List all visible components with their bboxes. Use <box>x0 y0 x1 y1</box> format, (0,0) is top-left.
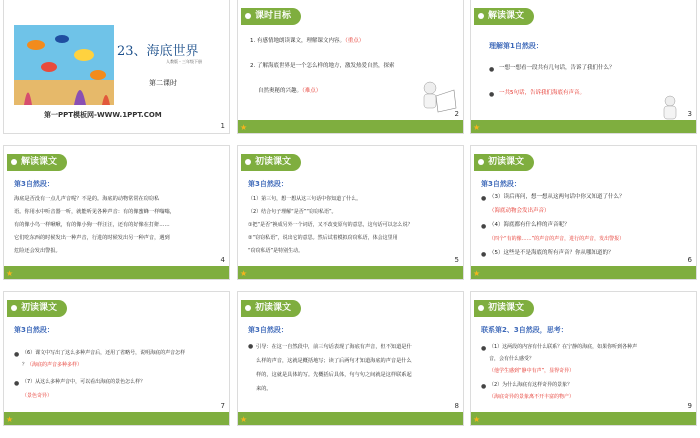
answer-text: ？（海底的声音多种多样） <box>22 362 83 368</box>
section-subtitle: 第3自然段： <box>248 326 288 334</box>
slide-footer-bar <box>4 412 229 425</box>
question-text: （2）为什么海底有这样奇异的景象？ <box>489 382 573 388</box>
question-text: （6）课文中写出了这么多种声音后，还用了省略号，说明海底的声音怎样 <box>22 350 186 356</box>
slide-thumbnail-2[interactable] <box>238 0 463 133</box>
slide-footer-bar <box>238 120 463 133</box>
bullet-icon: ● <box>481 251 487 258</box>
section-tag: 初读课文 <box>474 154 534 171</box>
slide-thumbnail-1[interactable] <box>4 0 229 133</box>
section-tag: 解读课文 <box>7 154 67 171</box>
slide-footer-bar <box>4 266 229 279</box>
section-tag: 初读课文 <box>7 300 67 317</box>
section-subtitle: 第3自然段： <box>481 180 521 188</box>
answer-text: （海底奇异的景象离不开丰富的物产） <box>489 394 575 400</box>
bullet-icon: ● <box>481 223 487 230</box>
slide-thumbnail-9[interactable] <box>471 292 696 425</box>
paragraph-text: （1）第三句，想一想从这三句话中你知道了什么。 （2）结合句子理解“是否”“窃窃私语”。 ①把“是否”换成另外一个词语，又不改变原句的意思，这句话可以怎么说？ ②“窃窃私语”，说出它的意思。然后试着模拟窃窃私语，体会这里用 “窃窃私语”是特别生动。 <box>248 196 413 254</box>
question-text: （4）海底都有什么样的声音呢？ <box>489 222 570 228</box>
question-text: （5）这些是不是海底的所有声音？你从哪知道的？ <box>489 250 614 256</box>
ocean-fish-illustration <box>14 25 114 105</box>
star-icon: ★ <box>473 269 481 278</box>
section-tag: 解读课文 <box>474 8 534 25</box>
slide-footer-bar <box>471 266 696 279</box>
answer-text: （海底动物会发出声音） <box>489 208 550 214</box>
answer-text: 一共5句话，告诉我们海底有声音。 <box>499 90 586 96</box>
slide-thumbnail-4[interactable] <box>4 146 229 279</box>
question-text: （1）这两段的内容有什么联系？在宁静的海底，如果你听到各种声 <box>489 344 638 350</box>
section-tag: 课时目标 <box>241 8 301 25</box>
bullet-icon: ● <box>481 345 487 352</box>
slide-footer-bar <box>471 412 696 425</box>
section-tag: 初读课文 <box>241 300 301 317</box>
person-writing-icon <box>418 80 458 120</box>
section-tag: 初读课文 <box>474 300 534 317</box>
slide-footer-bar <box>238 412 463 425</box>
slide-footer: 第一PPT模板网-WWW.1PPT.COM <box>44 111 162 119</box>
slide-number: 2 <box>454 110 459 118</box>
section-subtitle: 第3自然段： <box>248 180 288 188</box>
slide-thumbnail-6[interactable] <box>471 146 696 279</box>
section-tag: 初读课文 <box>241 154 301 171</box>
answer-text: （四个“有的像……”的声音的声音，进行的声音，发出警报） <box>489 236 625 242</box>
question-text: （7）从这么多种声音中，可以看出海底的景色怎么样？ <box>22 379 146 385</box>
star-icon: ★ <box>240 123 248 132</box>
paragraph-text: 海底是否没有一点儿声音呢？不是的。海底的动物常常在窃窃私 语。你用水中听音器一听，就能听见各种声音：有的像蜜蜂一样嗡嗡， 有的像小鸟一样啾啾，有的像小狗一样汪汪，还有的好像在打鼾…… 它们吃东西的时候发出一种声音，行进的时候发出另一种声音，遇到 危险还会发出警报。 <box>14 196 175 254</box>
section-subtitle: 第3自然段： <box>14 180 54 188</box>
star-icon: ★ <box>473 415 481 424</box>
slide-number: 4 <box>220 256 225 264</box>
bullet-icon: ● <box>489 66 495 73</box>
bullet-icon: ● <box>14 380 20 387</box>
slide-title: 23、海底世界 <box>117 44 199 59</box>
slide-author: 人教版・三年级下册 <box>166 59 202 64</box>
answer-text: （他学生感到“静中有声”，显得奇异） <box>489 368 575 374</box>
section-subtitle: 联系第2、3自然段，思考： <box>481 326 568 334</box>
bullet-icon: ● <box>481 195 487 202</box>
bullet-icon: ● <box>14 351 20 358</box>
star-icon: ★ <box>6 269 14 278</box>
slide-lesson: 第二课时 <box>149 79 177 87</box>
paragraph-text: 引导：在这一自然段中，前三句话表现了海底有声音，但不知道是什 么样的声音，这就是概括地写；读了后两句才知道海底的声音是什么 样的，这就是具体的写。先概括后具体，句与句之间就是这样联系起 来的。 <box>256 344 412 392</box>
star-icon: ★ <box>6 415 14 424</box>
slide-footer-bar <box>238 266 463 279</box>
question-text: 音，会有什么感受？ <box>489 356 535 362</box>
slide-number: 8 <box>454 402 459 410</box>
slide-footer-bar <box>471 120 696 133</box>
slide-number: 6 <box>687 256 692 264</box>
slide-number: 9 <box>687 402 692 410</box>
answer-text: （景色奇异） <box>22 393 53 399</box>
star-icon: ★ <box>240 415 248 424</box>
star-icon: ★ <box>473 123 481 132</box>
section-subtitle: 第3自然段： <box>14 326 54 334</box>
slide-number: 5 <box>454 256 459 264</box>
goal-line-2: 2. 了解海底世界是一个怎么样的地方，激发热爱自然，探索 <box>250 63 395 69</box>
bullet-icon: ● <box>481 383 487 390</box>
question-text: （3）读后再问，想一想从这两句话中你又知道了什么？ <box>489 194 625 200</box>
section-subtitle: 理解第1自然段： <box>489 42 543 50</box>
goal-line-3: 自然奥秘的兴趣。（难点） <box>258 88 322 94</box>
slide-thumbnail-7[interactable] <box>4 292 229 425</box>
slide-thumbnail-3[interactable] <box>471 0 696 133</box>
bullet-icon: ● <box>489 91 495 98</box>
star-icon: ★ <box>240 269 248 278</box>
question-text: 一想一想看一段共有几句话，告诉了我们什么？ <box>499 65 615 71</box>
slide-number: 1 <box>220 122 225 130</box>
goal-line-1: 1. 有感情地朗读课文，理解课文内容。（重点） <box>250 38 365 44</box>
slide-number: 3 <box>687 110 692 118</box>
bullet-icon: ● <box>248 343 254 350</box>
slide-number: 7 <box>220 402 225 410</box>
slide-thumbnail-5[interactable] <box>238 146 463 279</box>
slide-thumbnail-8[interactable] <box>238 292 463 425</box>
